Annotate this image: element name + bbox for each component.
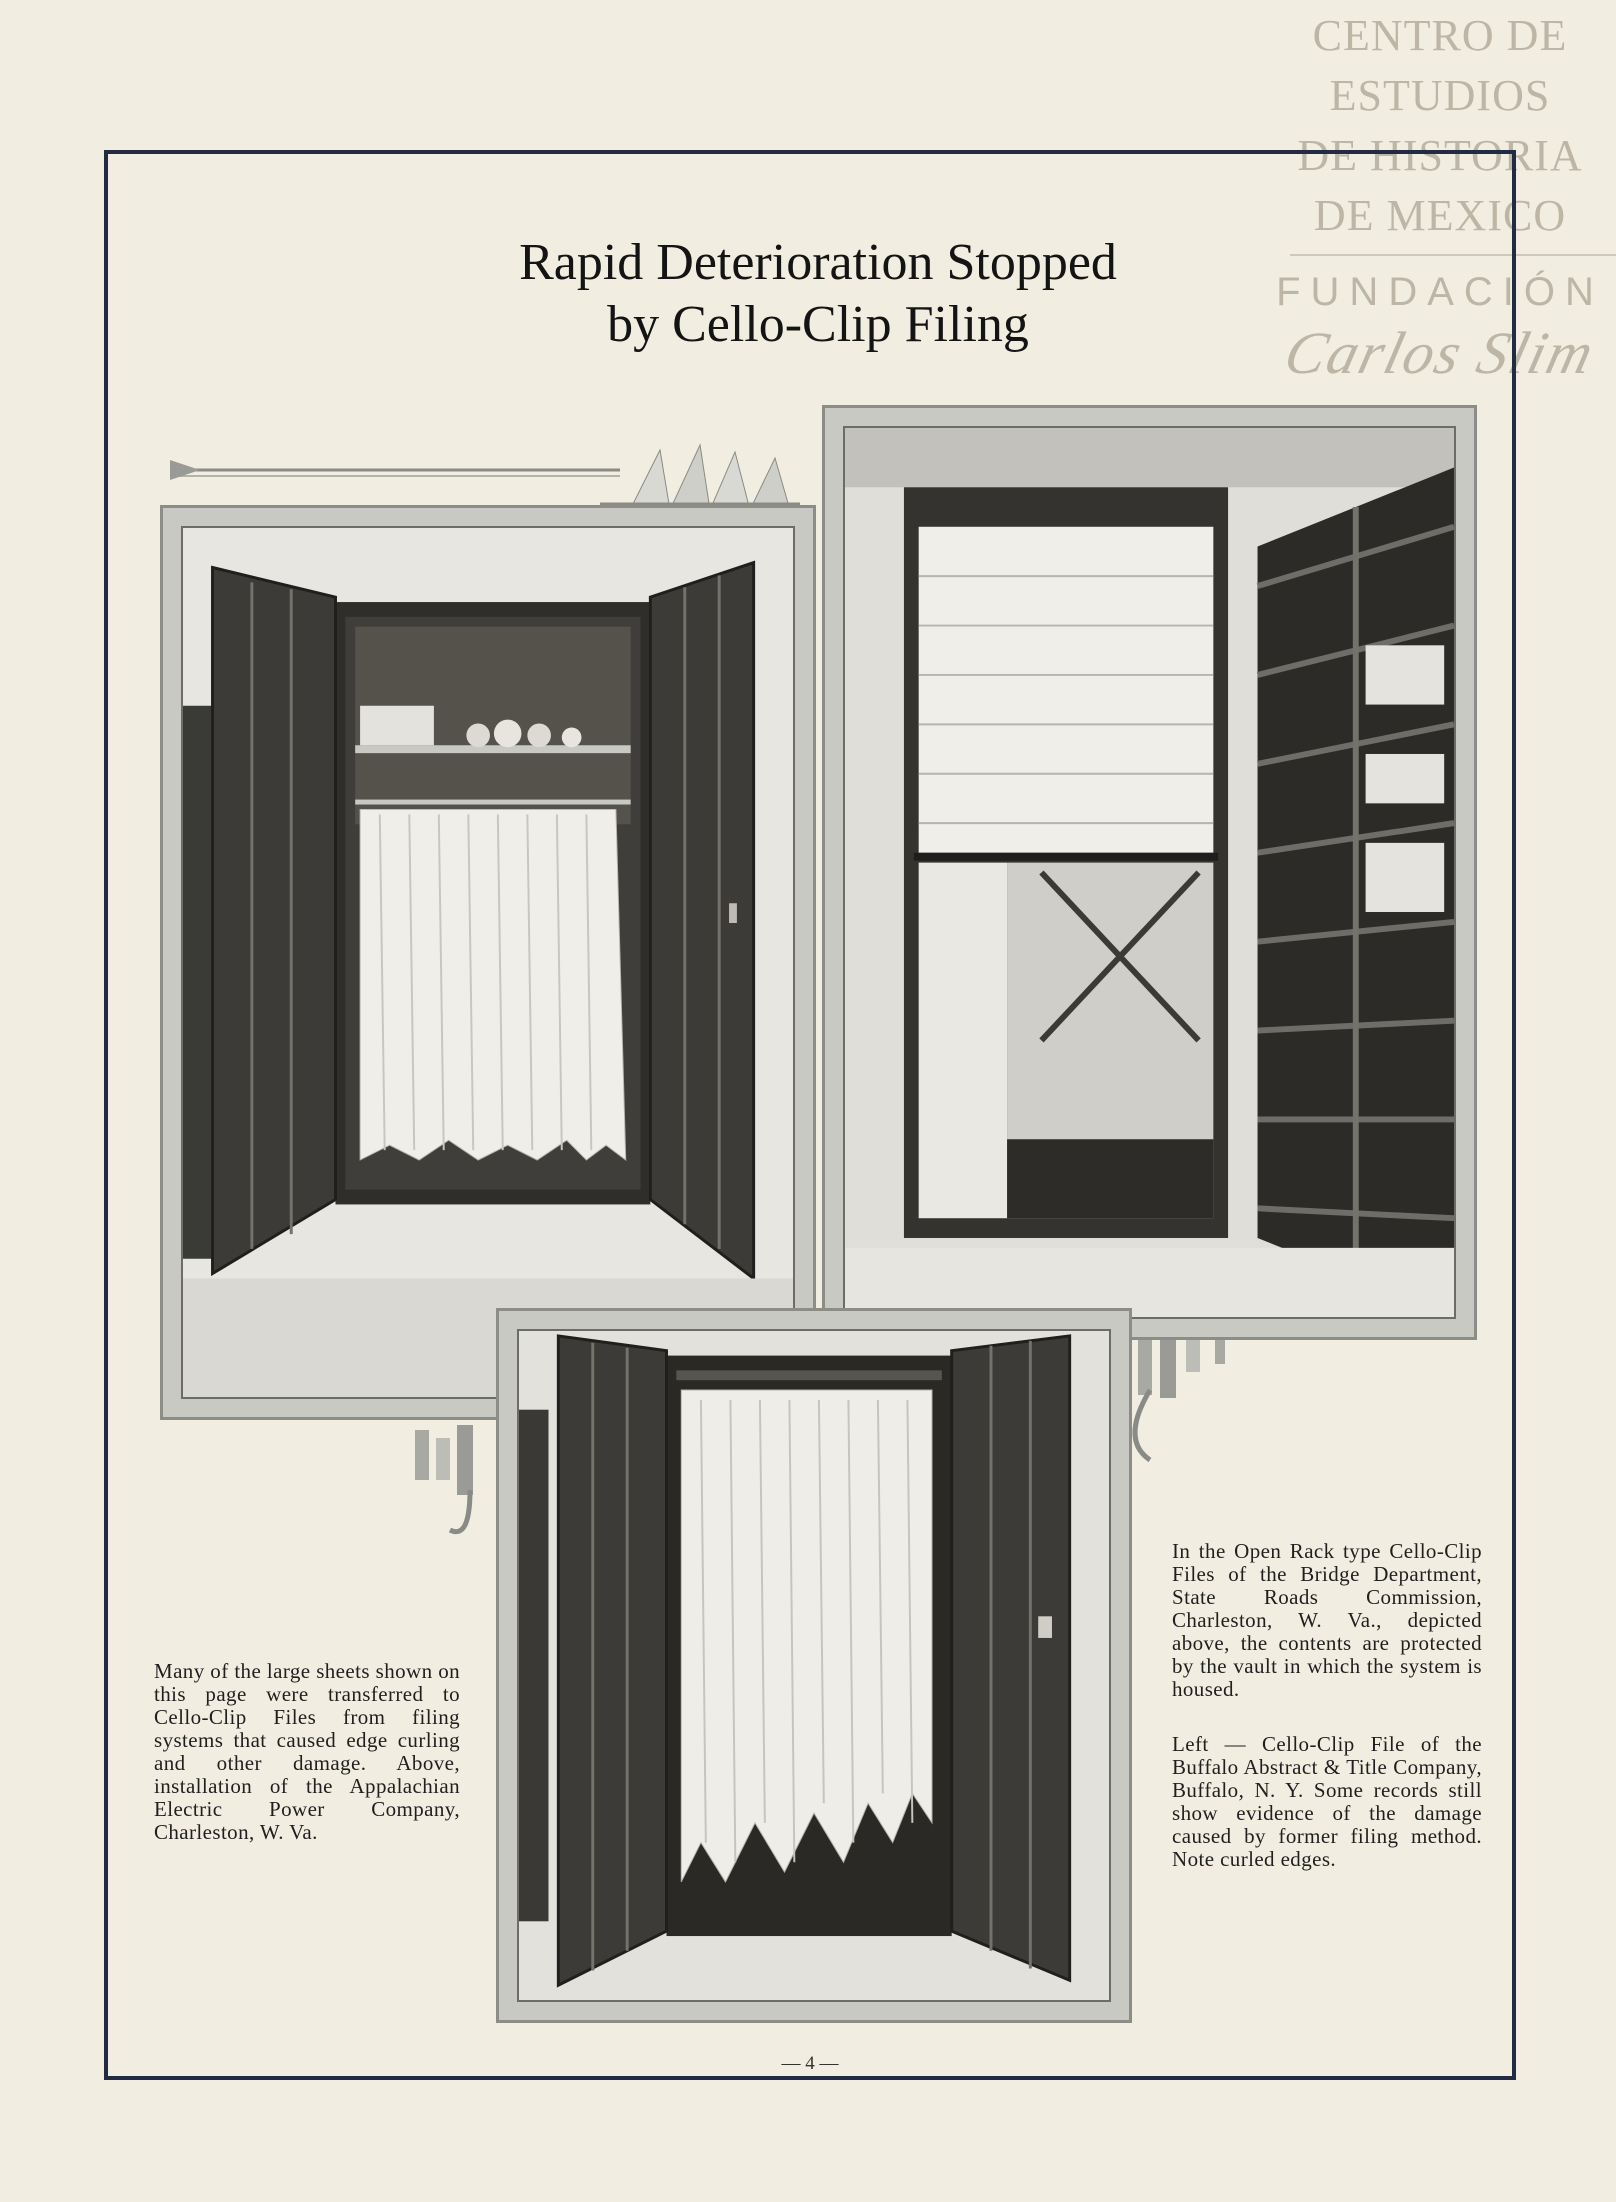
caption-right-top-text: In the Open Rack type Cello-Clip Files of the Bridge Department, State Roads Commission, Charleston, W. Va., depicted above, the contents are protected by the vault in which the system is housed. <box>1172 1539 1482 1701</box>
watermark-line: CENTRO DE <box>1312 11 1568 60</box>
title-line-1: Rapid Deterioration Stopped <box>519 234 1117 291</box>
caption-left-text: Many of the large sheets shown on this page were transferred to Cello-Clip Files from filing systems that caused edge curling and other damage. Above, installation of the Appalachian Electric Power Company, Charleston, W. Va. <box>154 1659 460 1844</box>
photo-open-rack-bridge-department <box>822 405 1477 1340</box>
page-number: — 4 — <box>740 2053 880 2075</box>
watermark-line: DE HISTORIA <box>1297 131 1583 180</box>
fan-ornament-icon <box>160 430 810 510</box>
watermark-signature: Carlos Slim <box>1278 320 1602 386</box>
photo-cabinet-appalachian <box>160 505 816 1420</box>
caption-right-bottom-text: Left — Cello-Clip File of the Buffalo Abstract & Title Company, Buffalo, N. Y. Some records still show evidence of the damage caused by former filing method. Note curled edges. <box>1172 1732 1482 1871</box>
hook-ornament-icon <box>410 1420 500 1550</box>
page-title <box>300 232 1336 356</box>
open-rack-illustration <box>845 428 1454 1317</box>
title-line-2: by Cello-Clip Filing <box>607 296 1029 353</box>
photo-image <box>843 426 1456 1319</box>
photo-image <box>517 1329 1111 2002</box>
cabinet-illustration <box>519 1331 1109 2000</box>
caption-left <box>154 1660 460 1876</box>
watermark-line: ESTUDIOS <box>1329 71 1551 120</box>
watermark-line: DE MEXICO <box>1313 191 1567 240</box>
photo-image <box>181 526 795 1399</box>
hook-ornament-icon <box>1130 1320 1250 1470</box>
cabinet-illustration <box>183 528 793 1397</box>
watermark-foundation: FUNDACIÓN <box>1276 270 1604 314</box>
photo-cabinet-buffalo-abstract <box>496 1308 1132 2023</box>
caption-right <box>1172 1540 1482 1903</box>
